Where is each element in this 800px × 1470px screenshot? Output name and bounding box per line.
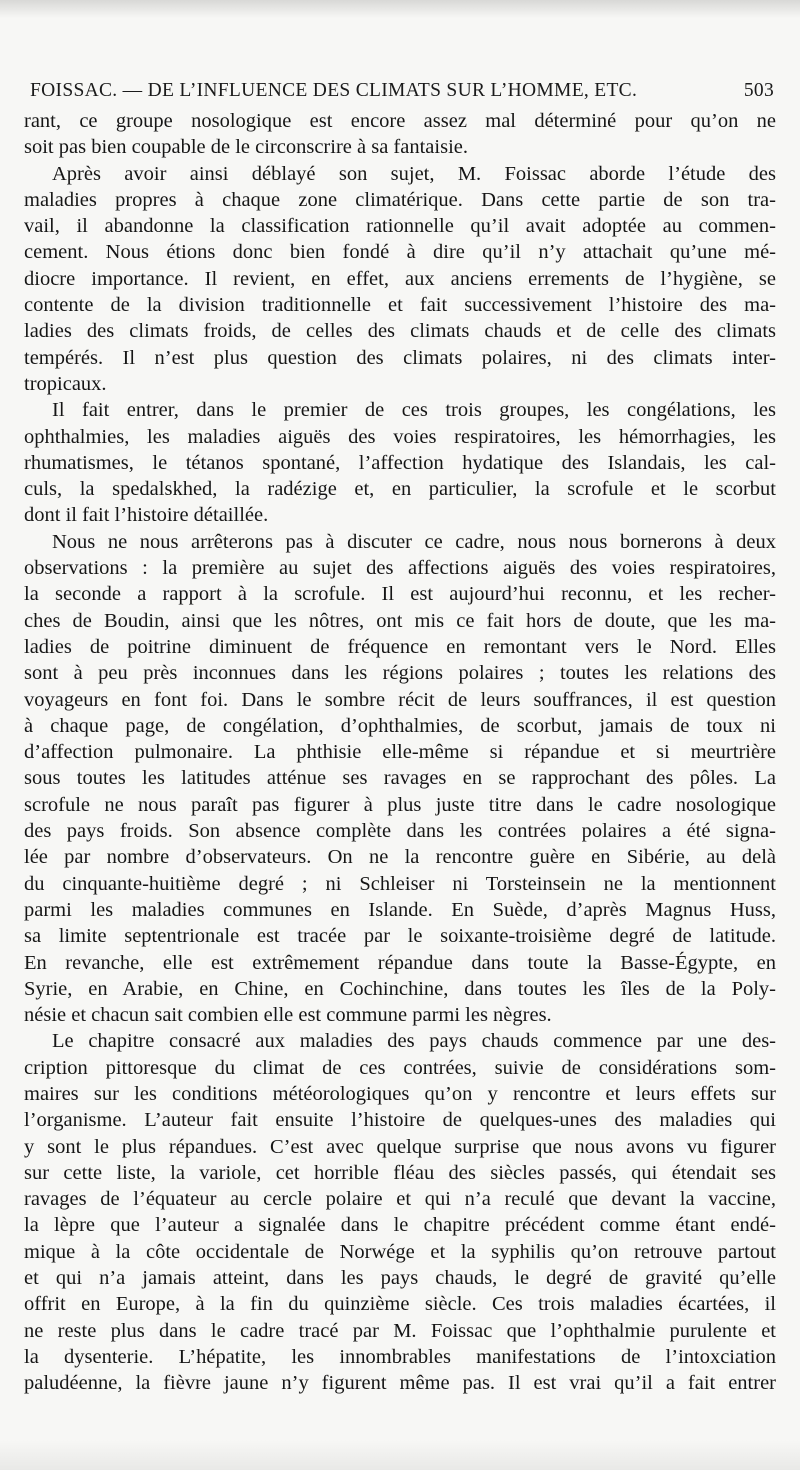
text-line: En revanche, elle est extrêmement répandue dans toute la Basse-Égypte, en — [24, 951, 776, 974]
text-line: mique à la côte occidentale de Norwége et la syphilis qu’on retrouve partout — [24, 1240, 776, 1263]
text-line: cription pittoresque du climat de ces contrées, suivie de considérations som- — [24, 1056, 776, 1079]
text-line: Le chapitre consacré aux maladies des pays chauds commence par une des- — [52, 1030, 776, 1053]
text-line: offrit en Europe, à la fin du quinzième siècle. Ces trois maladies écartées, il — [24, 1293, 776, 1316]
text-line: parmi les maladies communes en Islande. En Suède, d’après Magnus Huss, — [24, 898, 776, 921]
page-bottom-shade — [0, 1440, 800, 1470]
text-line: des pays froids. Son absence complète dans les contrées polaires a été signa- — [24, 820, 776, 843]
text-line: Après avoir ainsi déblayé son sujet, M. Foissac aborde l’étude des — [52, 162, 776, 185]
text-line: ladies des climats froids, de celles des climats chauds et de celle des climats — [24, 320, 776, 343]
page-top-shadow — [0, 0, 800, 18]
text-line: la dysenterie. L’hépatite, les innombrables manifestations de l’intoxciation — [24, 1345, 776, 1368]
text-line: Il fait entrer, dans le premier de ces trois groupes, les congélations, les — [52, 399, 776, 422]
text-line: maires sur les conditions météorologiques qu’on y rencontre et leurs effets sur — [24, 1082, 776, 1105]
text-line: tempérés. Il n’est plus question des climats polaires, ni des climats inter- — [24, 346, 776, 369]
text-line: ne reste plus dans le cadre tracé par M. Foissac que l’ophthalmie purulente et — [24, 1319, 776, 1342]
text-line: ravages de l’équateur au cercle polaire et qui n’a reculé que devant la vaccine, — [24, 1188, 776, 1211]
text-line: sont à peu près inconnues dans les régions polaires ; toutes les relations des — [24, 662, 776, 685]
text-line: dont il fait l’histoire détaillée. — [24, 504, 269, 527]
text-line: sur cette liste, la variole, cet horrible fléau des siècles passés, qui étendait ses — [24, 1161, 776, 1184]
text-line: rhumatismes, le tétanos spontané, l’affection hydatique des Islandais, les cal- — [24, 451, 776, 474]
text-line: Syrie, en Arabie, en Chine, en Cochinchine, dans toutes les îles de la Poly- — [24, 977, 776, 1000]
text-line: la seconde a rapport à la scrofule. Il est aujourd’hui reconnu, et les recher- — [24, 583, 776, 606]
text-line: tropicaux. — [24, 372, 107, 395]
text-line: contente de la division traditionnelle et fait successivement l’histoire des ma- — [24, 294, 776, 317]
text-line: culs, la spedalskhed, la radézige et, en particulier, la scrofule et le scorbut — [24, 478, 776, 501]
text-line: vail, il abandonne la classification rationnelle qu’il avait adoptée au commen- — [24, 215, 776, 238]
text-line: du cinquante-huitième degré ; ni Schleiser ni Torsteinsein ne la mentionnent — [24, 872, 776, 895]
text-line: diocre importance. Il revient, en effet, aux anciens errements de l’hygiène, se — [24, 267, 776, 290]
text-line: l’organisme. L’auteur fait ensuite l’histoire de quelques-unes des maladies qui — [24, 1109, 776, 1132]
text-line: maladies propres à chaque zone climatérique. Dans cette partie de son tra- — [24, 188, 776, 211]
text-line: nésie et chacun sait combien elle est commune parmi les nègres. — [24, 1004, 552, 1027]
text-line: et qui n’a jamais atteint, dans les pays chauds, le degré de gravité qu’elle — [24, 1267, 776, 1290]
text-line: observations : la première au sujet des affections aiguës des voies respiratoires, — [24, 557, 776, 580]
body-text — [24, 108, 776, 1423]
text-line: paludéenne, la fièvre jaune n’y figurent même pas. Il est vrai qu’il a fait entrer — [24, 1372, 776, 1395]
text-line: ches de Boudin, ainsi que les nôtres, ont mis ce fait hors de doute, que les ma- — [24, 609, 776, 632]
text-line: d’affection pulmonaire. La phthisie elle-même si répandue et si meurtrière — [24, 741, 776, 764]
text-line: sous toutes les latitudes atténue ses ravages en se rapprochant des pôles. La — [24, 767, 776, 790]
text-line: à chaque page, de congélation, d’ophthalmies, de scorbut, jamais de toux ni — [24, 714, 776, 737]
text-line — [24, 1397, 776, 1423]
text-line: rant, ce groupe nosologique est encore assez mal déterminé pour qu’on ne — [24, 110, 776, 132]
text-line: scrofule ne nous paraît pas figurer à plus juste titre dans le cadre nosologique — [24, 793, 776, 816]
running-head — [30, 80, 778, 106]
text-line: ophthalmies, les maladies aiguës des voies respiratoires, les hémorrhagies, les — [24, 425, 776, 448]
text-line: sa limite septentrionale est tracée par le soixante-troisième degré de latitude. — [24, 925, 776, 948]
text-line: soit pas bien coupable de le circonscrire à sa fantaisie. — [24, 136, 468, 159]
text-line: ladies de poitrine diminuent de fréquence en remontant vers le Nord. Elles — [24, 635, 776, 658]
text-line: cement. Nous étions donc bien fondé à dire qu’il n’y attachait qu’une mé- — [24, 241, 776, 264]
text-line: lée par nombre d’observateurs. On ne la rencontre guère en Sibérie, au delà — [24, 846, 776, 869]
text-line: y sont le plus répandues. C’est avec quelque surprise que nous avons vu figurer — [24, 1135, 776, 1158]
text-line: la lèpre que l’auteur a signalée dans le chapitre précédent comme étant endé- — [24, 1214, 776, 1237]
running-head-title: FOISSAC. — DE L’INFLUENCE DES CLIMATS SUR L’HOMME, ETC. — [30, 80, 638, 101]
text-line: Nous ne nous arrêterons pas à discuter ce cadre, nous nous bornerons à deux — [52, 530, 776, 553]
text-line: voyageurs en font foi. Dans le sombre récit de leurs souffrances, il est question — [24, 688, 776, 711]
page-number: 503 — [743, 80, 774, 101]
